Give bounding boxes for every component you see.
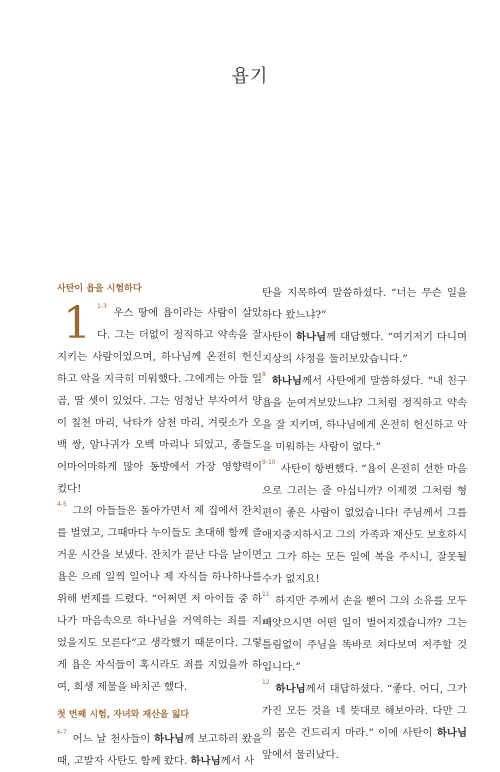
verse-1-3: [57, 298, 262, 500]
verse-6-7: [57, 728, 262, 772]
verse-text: 사탄이: [262, 331, 297, 343]
verse-number: 11: [262, 591, 270, 598]
right-column: [262, 282, 467, 766]
verse-text: 께서 대답하셨다. “좋다. 어디, 그가 가진 모든 것을 네 뜻대로 해보아라. 다만 그의 몸은 건드리지 마라.” 이에 사탄이: [262, 683, 467, 739]
verse-text: 어느 날 천사들이: [72, 733, 155, 745]
chapter-number: 1: [63, 298, 91, 349]
verse-text: 앞에서 물러났다.: [262, 749, 339, 761]
god-name: 하나님: [275, 683, 306, 695]
verse-number: 9-10: [262, 459, 276, 466]
verse-number: 8: [262, 371, 266, 378]
verse-text: 하지만 주께서 손을 뻗어 그의 소유를 모두 빼앗으시면 어떤 일이 벌어지겠습니까? 그는 틀림없이 주님을 똑바로 쳐다보며 저주할 것입니다.”: [262, 595, 467, 673]
verse-6-7-reply: [262, 326, 467, 370]
verse-6-7-continued: [262, 282, 467, 326]
god-name: 하나님: [296, 331, 327, 343]
god-name: 하나님: [154, 733, 185, 745]
verse-text: 께서 사: [220, 755, 255, 767]
verse-text: 우스 땅에 욥이라는 사람이 살았다. 그는 더없이 정직하고 약속을 잘 지키는 사람이었으며, 하나님께 온전히 헌신하고 악을 지극히 미워했다. 그에게는 아들 일곱, 딸 셋이 있었다. 그는 엄청난 부자여서 양이 칠천 마리, 낙타가 삼천 마리, 겨릿소가 오백 쌍, 암나귀가 오백 마리나 되었고, 종들도 어마어마하게 많아 동방에서 가장 영향력이 컸다!: [57, 307, 262, 495]
verse-text: 께 보고하러 왔을 때, 고발자 사탄도 함께 왔다.: [57, 733, 263, 767]
verse-number: 4-5: [57, 501, 67, 508]
book-title: 욥기: [231, 66, 269, 87]
left-column: [57, 282, 262, 772]
verse-number: 12: [262, 679, 270, 686]
verse-12: [262, 678, 467, 766]
verse-11: [262, 590, 467, 678]
section-heading-2: 첫 번째 시험, 자녀와 재산을 잃다: [57, 710, 190, 720]
verse-number: 1-3: [97, 303, 107, 310]
section-heading-1: 사탄이 욥을 시험하다: [57, 284, 142, 294]
verse-8: [262, 370, 467, 458]
verse-text: 께서 사탄에게 말씀하셨다. “내 친구 욥을 눈여겨보았느냐? 그처럼 정직하고 약속을 잘 지키며, 하나님에게 온전히 헌신하고 악을 미워하는 사람이 없다.”: [262, 375, 467, 453]
god-name: 하나님: [436, 727, 467, 739]
verse-number: 6-7: [57, 729, 67, 736]
verse-9-10: [262, 458, 467, 590]
verse-4-5: [57, 500, 262, 698]
verse-text: 께 대답했다. “여기저기 다니며 지상의 사정을 둘러보았습니다.”: [262, 331, 467, 365]
verse-text: 그의 아들들은 돌아가면서 제 집에서 잔치를 벌였고, 그때마다 누이들도 초대해 함께 즐거운 시간을 보냈다. 잔치가 끝난 다음 날이면 욥은 으레 일찍 일어나 제 자식들 하나하나를 위해 번제를 드렸다. “어쩌면 저 아이들 중 하나가 마음속으로 하나님을 거역하는 죄를 지었을지도 모른다”고 생각했기 때문이다. 그렇게 욥은 자식들이 혹시라도 죄를 지었을까 하여, 희생 제물을 바치곤 했다.: [57, 505, 262, 693]
god-name: 하나님: [271, 375, 302, 387]
god-name: 하나님: [190, 755, 221, 767]
verse-text: 탄을 지목하여 말씀하셨다. “너는 무슨 일을 하다 왔느냐?”: [262, 287, 467, 321]
verse-text: 사탄이 항변했다. “욥이 온전히 선한 마음으로 그러는 줄 아십니까? 이제껏 그처럼 형편이 좋은 사람이 없었습니다! 주님께서 그를 애지중지하시고 그의 가족과 재산도 보호하시고 그가 하는 모든 일에 복을 주시니, 잘못될 수가 없지요!: [262, 463, 467, 585]
